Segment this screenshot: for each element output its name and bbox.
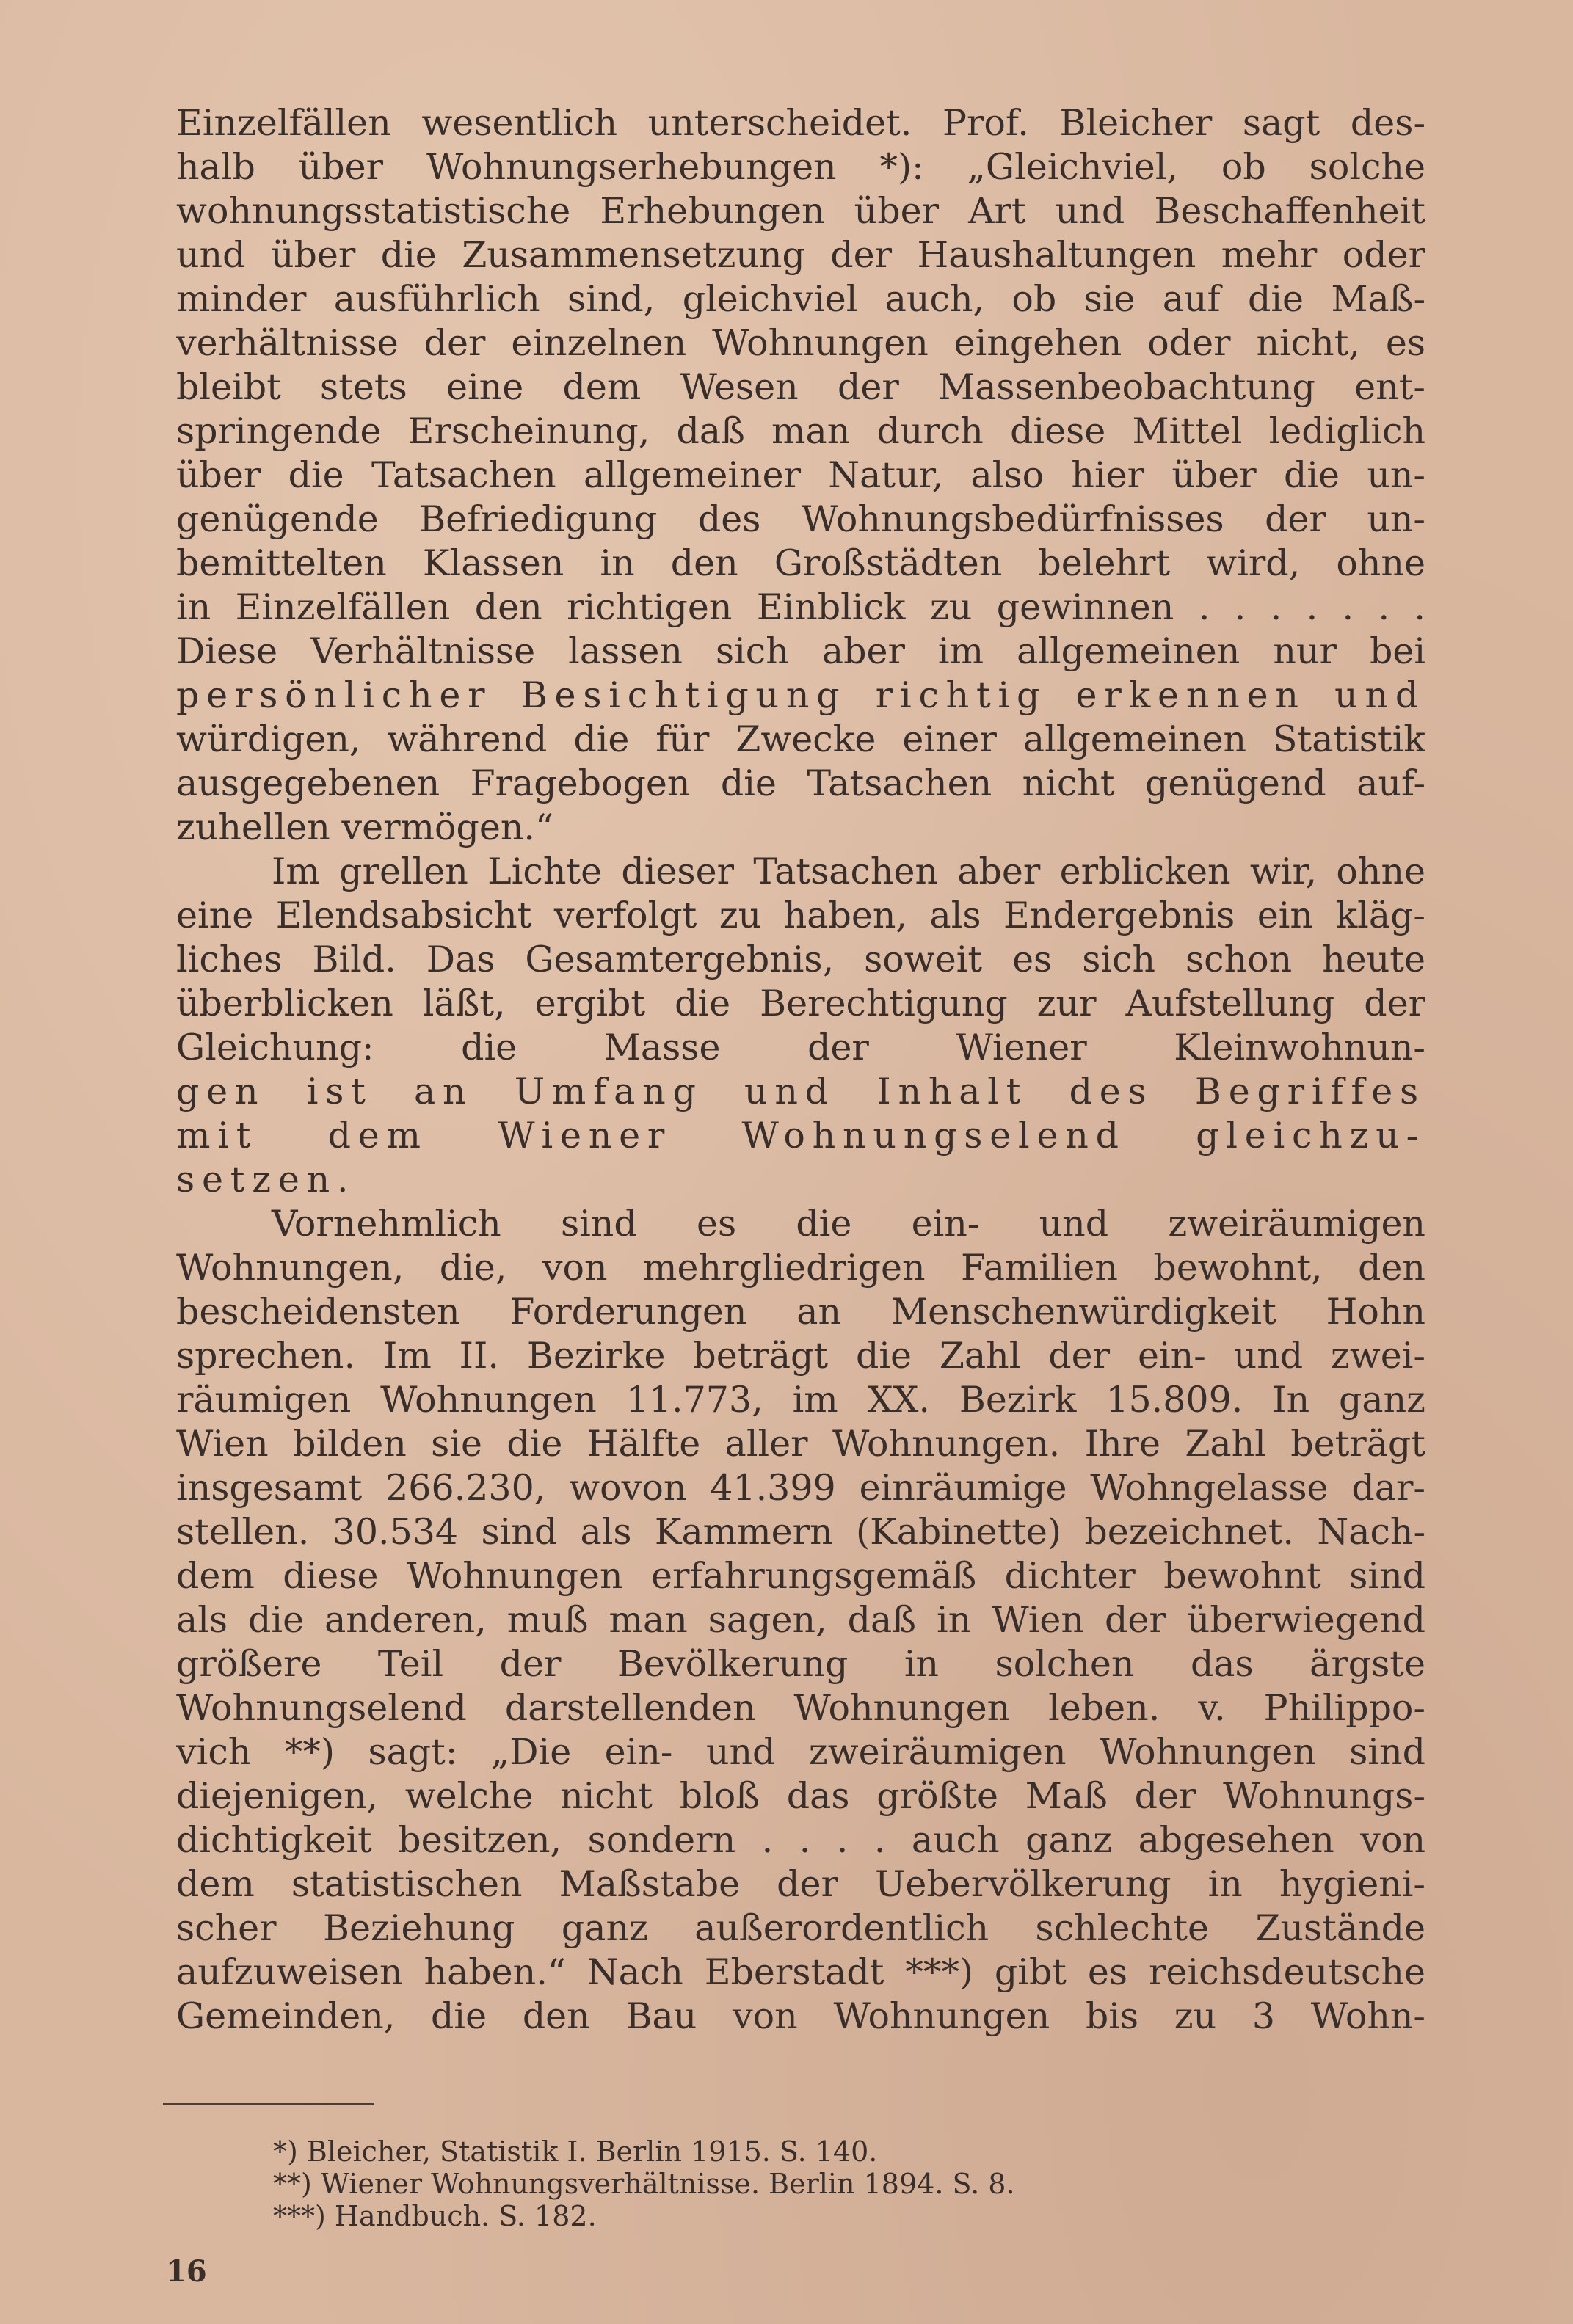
text-line: bleibt stets eine dem Wesen der Massenbeobachtung ent- — [176, 366, 1425, 408]
text-line: vich **) sagt: „Die ein- und zweiräumigen Wohnungen sind — [176, 1731, 1425, 1773]
text-line: genügende Befriedigung des Wohnungsbedürfnisses der un- — [176, 498, 1425, 540]
text-line: verhältnisse der einzelnen Wohnungen eingehen oder nicht, es — [176, 322, 1425, 364]
footnote: *) Bleicher, Statistik I. Berlin 1915. S. 140. — [273, 2135, 878, 2168]
text-line: dem diese Wohnungen erfahrungsgemäß dichter bewohnt sind — [176, 1555, 1425, 1597]
text-line: Einzelfällen wesentlich unterscheidet. Prof. Bleicher sagt des- — [176, 102, 1425, 144]
text-line: liches Bild. Das Gesamtergebnis, soweit es sich schon heute — [176, 939, 1425, 980]
text-line: diejenigen, welche nicht bloß das größte Maß der Wohnungs- — [176, 1775, 1425, 1817]
text-line: halb über Wohnungserhebungen *): „Gleichviel, ob solche — [176, 146, 1425, 188]
text-line: Wien bilden sie die Hälfte aller Wohnungen. Ihre Zahl beträgt — [176, 1423, 1425, 1465]
text-line: würdigen, während die für Zwecke einer allgemeinen Statistik — [176, 718, 1425, 760]
text-line: springende Erscheinung, daß man durch diese Mittel lediglich — [176, 410, 1425, 452]
text-line: dem statistischen Maßstabe der Uebervölkerung in hygieni- — [176, 1863, 1425, 1905]
text-line: Gemeinden, die den Bau von Wohnungen bis zu 3 Wohn- — [176, 1995, 1425, 2037]
body-text — [176, 101, 1425, 2039]
text-line: und über die Zusammensetzung der Haushaltungen mehr oder — [176, 234, 1425, 276]
footnote: **) Wiener Wohnungsverhältnisse. Berlin 1894. S. 8. — [273, 2168, 1015, 2200]
text-line: ausgegebenen Fragebogen die Tatsachen nicht genügend auf- — [176, 762, 1425, 804]
text-line: bemittelten Klassen in den Großstädten belehrt wird, ohne — [176, 542, 1425, 584]
text-line: Diese Verhältnisse lassen sich aber im allgemeinen nur bei — [176, 630, 1425, 672]
text-line: sprechen. Im II. Bezirke beträgt die Zahl der ein- und zwei- — [176, 1335, 1425, 1377]
text-line: Wohnungselend darstellenden Wohnungen leben. v. Philippo- — [176, 1687, 1425, 1729]
text-line: Vornehmlich sind es die ein- und zweiräumigen — [272, 1203, 1425, 1245]
text-line: mit dem Wiener Wohnungselend gleichzu- — [176, 1115, 1425, 1156]
text-line: größere Teil der Bevölkerung in solchen das ärgste — [176, 1643, 1425, 1685]
text-line: insgesamt 266.230, wovon 41.399 einräumige Wohngelasse dar- — [176, 1467, 1425, 1509]
text-line: eine Elendsabsicht verfolgt zu haben, als Endergebnis ein kläg- — [176, 895, 1425, 936]
text-line: räumigen Wohnungen 11.773, im XX. Bezirk 15.809. In ganz — [176, 1379, 1425, 1421]
footnotes — [273, 2135, 1154, 2232]
text-line: setzen. — [176, 1159, 356, 1201]
footnote: ***) Handbuch. S. 182. — [273, 2200, 597, 2232]
text-line: in Einzelfällen den richtigen Einblick zu gewinnen . . . . . . . — [176, 586, 1425, 628]
text-line: als die anderen, muß man sagen, daß in Wien der überwiegend — [176, 1599, 1425, 1641]
text-line: scher Beziehung ganz außerordentlich schlechte Zustände — [176, 1907, 1425, 1949]
text-line: zuhellen vermögen.“ — [176, 806, 554, 848]
text-line: Im grellen Lichte dieser Tatsachen aber erblicken wir, ohne — [272, 850, 1425, 892]
text-line: über die Tatsachen allgemeiner Natur, also hier über die un- — [176, 454, 1425, 496]
text-line: dichtigkeit besitzen, sondern . . . . auch ganz abgesehen von — [176, 1819, 1425, 1861]
text-line: persönlicher Besichtigung richtig erkennen und — [176, 674, 1425, 716]
text-line: gen ist an Umfang und Inhalt des Begriffes — [176, 1071, 1425, 1112]
text-line: minder ausführlich sind, gleichviel auch, ob sie auf die Maß- — [176, 278, 1425, 320]
page-number: 16 — [166, 2254, 207, 2289]
text-line: aufzuweisen haben.“ Nach Eberstadt ***) gibt es reichsdeutsche — [176, 1951, 1425, 1993]
text-line: Gleichung: die Masse der Wiener Kleinwohnun- — [176, 1027, 1425, 1068]
text-line: wohnungsstatistische Erhebungen über Art und Beschaffenheit — [176, 190, 1425, 232]
text-line: überblicken läßt, ergibt die Berechtigung zur Aufstellung der — [176, 983, 1425, 1024]
text-line: Wohnungen, die, von mehrgliedrigen Familien bewohnt, den — [176, 1247, 1425, 1289]
text-line: stellen. 30.534 sind als Kammern (Kabinette) bezeichnet. Nach- — [176, 1511, 1425, 1553]
text-line: bescheidensten Forderungen an Menschenwürdigkeit Hohn — [176, 1291, 1425, 1333]
footnote-divider — [163, 2103, 374, 2105]
